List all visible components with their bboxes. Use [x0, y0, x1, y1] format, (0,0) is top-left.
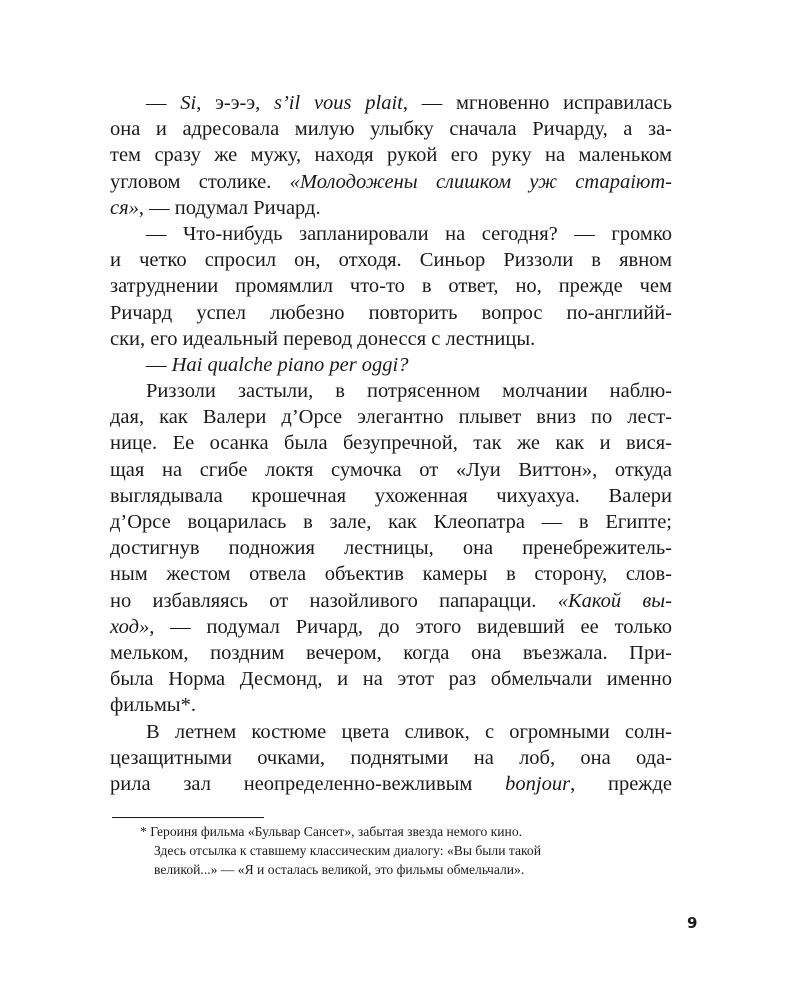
- text-line: ным жестом отвела объектив камеры в сторону, слов-: [110, 563, 672, 586]
- text-line: щая на сгибе локтя сумочка от «Луи Виттон», откуда: [110, 458, 672, 481]
- text-line: выглядывала крошечная ухоженная чихуахуа. Валери: [110, 484, 672, 507]
- text-line: — Что-нибудь запланировали на сегодня? — громко: [146, 222, 672, 245]
- text-line: Ричард успел любезно повторить вопрос по-английй-: [110, 301, 672, 324]
- text-line: ски, его идеальный перевод донесся с лестницы.: [110, 327, 536, 350]
- text-line: ся», — подумал Ричард.: [110, 196, 321, 219]
- text-line: рила зал неопределенно-вежливым bonjour, прежде: [110, 772, 672, 795]
- text-line: но избавляясь от назойливого папарацци. «Какой вы-: [110, 589, 672, 612]
- text-line: цезащитными очками, поднятыми на лоб, она ода-: [110, 746, 672, 769]
- text-line: дая, как Валери д’Орсе элегантно плывет вниз по лест-: [110, 406, 672, 429]
- footnote-line: Здесь отсылка к ставшему классическим диалогу: «Вы были такой: [154, 843, 541, 858]
- text-line: Риззоли застыли, в потрясенном молчании наблю-: [146, 380, 672, 403]
- page-number: 9: [687, 914, 698, 932]
- text-line: она и адресовала милую улыбку сначала Ричарду, а за-: [110, 118, 672, 141]
- text-line: ход», — подумал Ричард, до этого видевший ее только: [110, 615, 672, 638]
- text-line: была Норма Десмонд, и на этот раз обмельчали именно: [110, 668, 672, 691]
- text-line: мельком, поздним вечером, когда она въезжала. При-: [110, 641, 672, 664]
- footnote-line: * Героиня фильма «Бульвар Сансет», забытая звезда немого кино.: [140, 824, 523, 839]
- text-line: и четко спросил он, отходя. Синьор Риззоли в явном: [110, 249, 672, 272]
- text-line: тем сразу же мужу, находя рукой его руку на маленьком: [110, 144, 672, 167]
- text-line: фильмы*.: [110, 694, 196, 717]
- text-line: достигнув подножия лестницы, она пренебрежитель-: [110, 537, 672, 560]
- text-line: В летнем костюме цвета сливок, с огромными солн-: [146, 720, 672, 743]
- footnote: [110, 822, 672, 879]
- text-line: — Si, э-э-э, s’il vous plait, — мгновенно исправилась: [146, 92, 672, 114]
- text-line: — Hai qualche piano per oggi?: [146, 353, 409, 376]
- footnote-divider: [112, 817, 264, 818]
- text-line: нице. Ее осанка была безупречной, так же как и вися-: [110, 432, 672, 455]
- text-line: затруднении промямлил что-то в ответ, но, прежде чем: [110, 275, 672, 298]
- text-line: угловом столике. «Молодожены слишком уж стараіют-: [110, 170, 672, 193]
- footnote-line: великой...» — «Я и осталась великой, это фильмы обмельчали».: [154, 862, 525, 877]
- body-text: [110, 90, 672, 797]
- text-line: д’Орсе воцарилась в зале, как Клеопатра — в Египте;: [110, 511, 672, 533]
